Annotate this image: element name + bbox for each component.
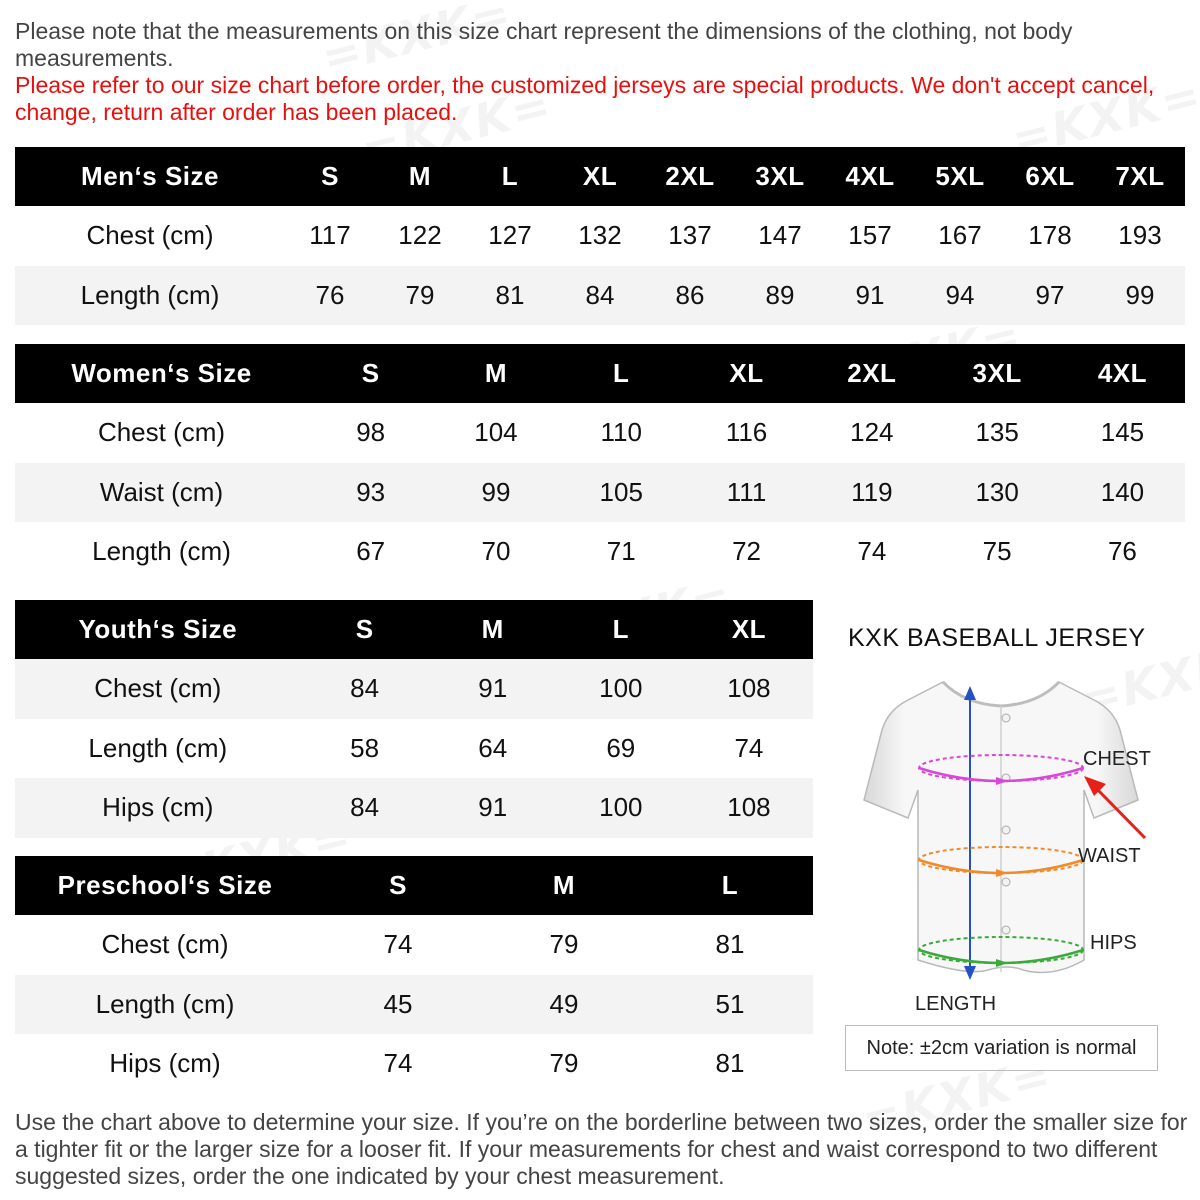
size-chart-disclaimer — [15, 18, 1185, 126]
row-label: Hips (cm) — [109, 1048, 221, 1079]
table-cell: 108 — [685, 778, 813, 838]
table-row — [15, 463, 1185, 523]
size-header: S — [285, 147, 375, 206]
size-header: 5XL — [915, 147, 1005, 206]
row-label: Length (cm) — [15, 975, 315, 1035]
table-cell: 89 — [735, 266, 825, 326]
size-header: 2XL — [809, 344, 934, 403]
size-header: 6XL — [1005, 147, 1095, 206]
table-cell: 49 — [481, 975, 647, 1035]
table-cell: 167 — [938, 220, 982, 251]
table-cell: 132 — [578, 220, 622, 251]
table-cell: 157 — [848, 220, 892, 251]
hips-label: HIPS — [1090, 932, 1137, 954]
table-cell: 79 — [549, 1048, 579, 1079]
table-cell: 74 — [383, 929, 413, 960]
table-title: Women‘s Size — [15, 344, 308, 403]
table-cell: 67 — [356, 536, 386, 567]
waist-label: WAIST — [1078, 845, 1141, 867]
table-cell: 86 — [645, 266, 735, 326]
table-cell: 98 — [356, 417, 386, 448]
size-header: L — [559, 344, 684, 403]
table-row — [15, 206, 1185, 266]
order-warning: Please refer to our size chart before order, the customized jerseys are special products. We don't accept cancel, change, return after order has been placed. — [15, 72, 1155, 125]
table-cell: 108 — [685, 659, 813, 719]
table-cell: 117 — [309, 220, 351, 251]
diagram-title: KXK BASEBALL JERSEY — [848, 624, 1146, 652]
row-label: Chest (cm) — [15, 659, 301, 719]
table-cell: 97 — [1005, 266, 1095, 326]
row-label: Length (cm) — [88, 732, 228, 763]
table-cell: 84 — [301, 778, 429, 838]
table-cell: 100 — [557, 778, 685, 838]
size-header: 2XL — [645, 147, 735, 206]
table-cell: 94 — [915, 266, 1005, 326]
length-label: LENGTH — [915, 993, 997, 1015]
table-cell: 51 — [647, 975, 813, 1035]
table-cell: 74 — [383, 1048, 413, 1079]
table-header-row — [15, 147, 1185, 206]
table-cell: 79 — [549, 929, 579, 960]
size-header: L — [465, 147, 555, 206]
table-cell: 74 — [734, 732, 764, 763]
table-cell: 111 — [684, 463, 809, 523]
table-cell: 145 — [1100, 417, 1145, 448]
size-header: M — [433, 344, 558, 403]
row-label: Chest (cm) — [86, 220, 214, 251]
table-row — [15, 1034, 813, 1094]
table-row — [15, 403, 1185, 463]
row-label: Waist (cm) — [15, 463, 308, 523]
table-cell: 84 — [301, 659, 429, 719]
table-header-row — [15, 344, 1185, 403]
table-cell: 135 — [975, 417, 1019, 448]
table-cell: 91 — [429, 659, 557, 719]
table-row — [15, 778, 813, 838]
table-cell: 137 — [668, 220, 712, 251]
size-header: S — [315, 856, 481, 915]
table-cell: 75 — [982, 536, 1012, 567]
table-cell: 104 — [474, 417, 518, 448]
table-cell: 76 — [285, 266, 375, 326]
table-cell: 74 — [857, 536, 887, 567]
table-cell: 130 — [934, 463, 1059, 523]
table-cell: 178 — [1028, 220, 1072, 251]
table-cell: 122 — [398, 220, 442, 251]
size-header: M — [375, 147, 465, 206]
size-guidance-text: Use the chart above to determine your size. If you’re on the borderline between two sizes, order the smaller size for a tighter fit or the larger size for a looser fit. If your measurements for chest and waist correspond to two different suggested sizes, order the one indicated by your chest measurement. — [15, 1109, 1188, 1189]
size-header: 3XL — [735, 147, 825, 206]
table-cell: 64 — [478, 732, 508, 763]
table-cell: 69 — [606, 732, 636, 763]
table-cell: 124 — [850, 417, 894, 448]
table-cell: 100 — [557, 659, 685, 719]
table-cell: 127 — [488, 220, 532, 251]
table-cell: 91 — [825, 266, 915, 326]
table-cell: 99 — [1095, 266, 1185, 326]
table-cell: 147 — [758, 220, 802, 251]
table-header-row — [15, 600, 813, 659]
size-header: S — [308, 344, 433, 403]
table-cell: 81 — [465, 266, 555, 326]
table-row — [15, 975, 813, 1035]
size-header: 7XL — [1095, 147, 1185, 206]
size-header: XL — [684, 344, 809, 403]
womens-size-table — [15, 344, 1185, 582]
table-row — [15, 522, 1185, 582]
size-header: L — [647, 856, 813, 915]
size-header: L — [557, 600, 685, 659]
table-title: Youth‘s Size — [15, 600, 301, 659]
table-cell: 58 — [350, 732, 380, 763]
table-cell: 105 — [559, 463, 684, 523]
table-title: Men‘s Size — [15, 147, 285, 206]
table-row — [15, 719, 813, 779]
size-header: XL — [685, 600, 813, 659]
size-header: 3XL — [934, 344, 1059, 403]
table-cell: 116 — [725, 417, 768, 448]
measurement-note: Please note that the measurements on this size chart represent the dimensions of the clothing, not body measurements. — [15, 18, 1073, 71]
table-row — [15, 266, 1185, 326]
chest-label: CHEST — [1083, 748, 1151, 770]
table-cell: 93 — [308, 463, 433, 523]
table-cell: 91 — [429, 778, 557, 838]
table-cell: 71 — [606, 536, 636, 567]
table-title: Preschool‘s Size — [15, 856, 315, 915]
table-cell: 79 — [375, 266, 465, 326]
table-cell: 45 — [315, 975, 481, 1035]
table-cell: 140 — [1060, 463, 1185, 523]
variation-note: Note: ±2cm variation is normal — [845, 1025, 1158, 1071]
table-cell: 110 — [600, 417, 642, 448]
size-header: 4XL — [825, 147, 915, 206]
table-cell: 81 — [715, 1048, 745, 1079]
table-cell: 81 — [715, 929, 745, 960]
size-header: M — [429, 600, 557, 659]
row-label: Chest (cm) — [97, 417, 226, 448]
table-cell: 76 — [1107, 536, 1137, 567]
size-header: S — [301, 600, 429, 659]
size-header: 4XL — [1060, 344, 1185, 403]
size-header: XL — [555, 147, 645, 206]
row-label: Length (cm) — [92, 536, 231, 567]
row-label: Chest (cm) — [101, 929, 229, 960]
table-cell: 70 — [481, 536, 511, 567]
row-label: Hips (cm) — [15, 778, 301, 838]
table-header-row — [15, 856, 813, 915]
table-cell: 193 — [1118, 220, 1162, 251]
table-cell: 84 — [555, 266, 645, 326]
size-header: M — [481, 856, 647, 915]
table-cell: 72 — [732, 536, 761, 567]
table-cell: 99 — [433, 463, 558, 523]
table-cell: 119 — [809, 463, 934, 523]
table-row — [15, 659, 813, 719]
mens-size-table — [15, 147, 1185, 325]
preschool-size-table — [15, 856, 813, 1094]
table-row — [15, 915, 813, 975]
youth-size-table — [15, 600, 813, 838]
row-label: Length (cm) — [15, 266, 285, 326]
